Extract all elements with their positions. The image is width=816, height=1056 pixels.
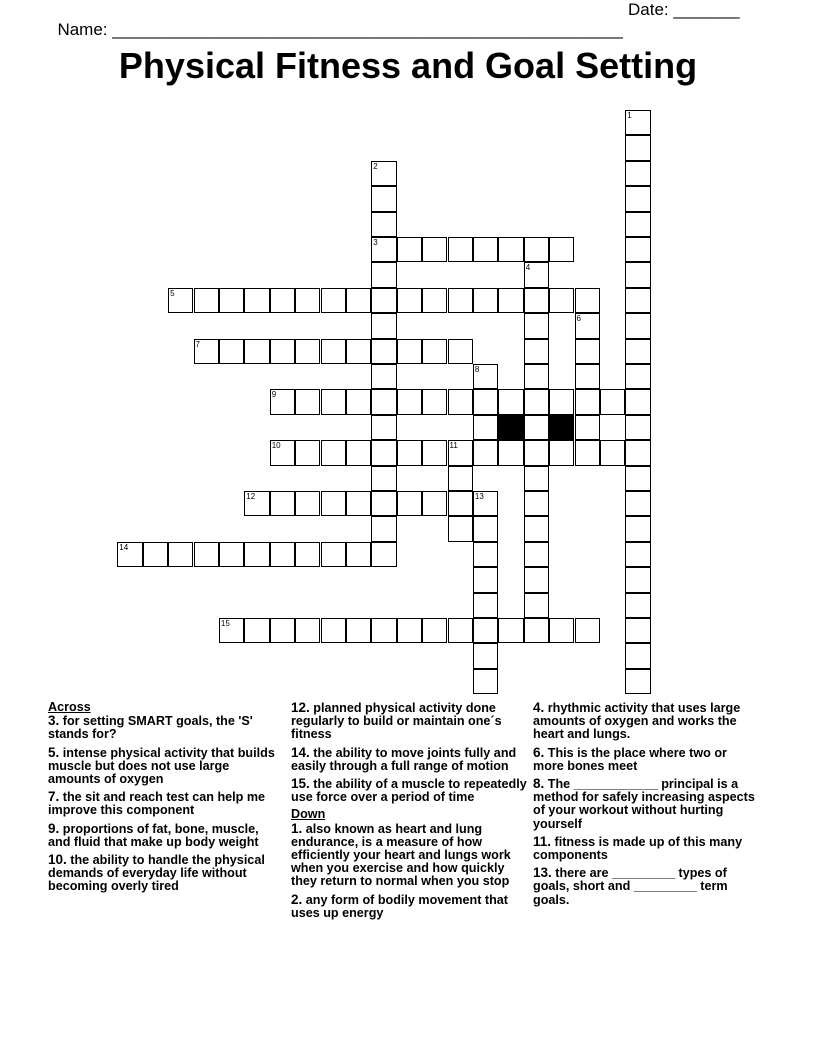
clue-item-text: This is the place where two or more bones meet (533, 745, 727, 773)
grid-cell[interactable] (600, 440, 625, 465)
grid-cell[interactable] (524, 364, 549, 389)
grid-cell[interactable] (625, 237, 650, 262)
clue-item-number: 4. (533, 700, 545, 715)
grid-cell[interactable] (270, 440, 295, 465)
grid-cell[interactable] (270, 491, 295, 516)
grid-cell[interactable] (371, 288, 396, 313)
grid-cell[interactable] (575, 440, 600, 465)
grid-cell[interactable] (473, 440, 498, 465)
grid-cell[interactable] (625, 440, 650, 465)
grid-cell[interactable] (295, 389, 320, 414)
grid-cell[interactable] (448, 618, 473, 643)
grid-cell[interactable] (371, 466, 396, 491)
grid-cell[interactable] (219, 288, 244, 313)
grid-cell[interactable] (473, 669, 498, 694)
grid-cell[interactable] (473, 567, 498, 592)
clue-item-number: 6. (533, 744, 545, 760)
grid-cell[interactable] (295, 542, 320, 567)
page-title: Physical Fitness and Goal Setting (118, 45, 698, 86)
grid-cell[interactable] (549, 389, 574, 414)
clue-item (48, 746, 284, 787)
grid-cell[interactable] (498, 389, 523, 414)
grid-cell[interactable] (524, 542, 549, 567)
grid-cell[interactable] (498, 237, 523, 262)
clue-item (533, 777, 755, 831)
clue-item-text: for setting SMART goals, the 'S' stands for? (48, 714, 253, 742)
grid-cell[interactable] (422, 618, 447, 643)
clue-item-number: 14. (291, 744, 310, 760)
clue-item (48, 714, 284, 741)
grid-cell[interactable] (473, 237, 498, 262)
grid-cell[interactable] (270, 339, 295, 364)
grid-cell[interactable] (473, 643, 498, 668)
grid-cell[interactable] (498, 618, 523, 643)
grid-cell[interactable] (397, 389, 422, 414)
grid-cell[interactable] (448, 491, 473, 516)
clue-item-number: 10. (48, 852, 67, 868)
grid-cell[interactable] (371, 364, 396, 389)
grid-cell[interactable] (473, 491, 498, 516)
clue-item-text: there are _________ types of goals, short and _________ term goals. (533, 866, 728, 907)
grid-cell[interactable] (270, 389, 295, 414)
name-field-label[interactable]: Name: ______________________________________________________ (57, 20, 623, 39)
grid-cell[interactable] (321, 618, 346, 643)
grid-cell[interactable] (625, 415, 650, 440)
grid-cell[interactable] (575, 415, 600, 440)
grid-cell[interactable] (524, 440, 549, 465)
clue-item-number: 5. (48, 744, 60, 760)
grid-cell[interactable] (371, 161, 396, 186)
grid-cell[interactable] (219, 542, 244, 567)
clue-item-text: the ability to move joints fully and easily through a full range of motion (291, 745, 517, 773)
clue-item (291, 822, 527, 889)
grid-cell[interactable] (600, 389, 625, 414)
grid-cell[interactable] (219, 339, 244, 364)
grid-cell[interactable] (371, 212, 396, 237)
clue-section-heading: Down (291, 807, 326, 822)
clue-number: 9 (271, 390, 277, 400)
clue-number: 10 (271, 441, 281, 451)
grid-cell[interactable] (575, 364, 600, 389)
clue-number: 11 (449, 441, 458, 451)
grid-cell[interactable] (448, 516, 473, 541)
clue-item-text: the ability of a muscle to repeatedly use force over a period of time (291, 777, 527, 805)
grid-cell[interactable] (295, 440, 320, 465)
grid-cell[interactable] (473, 618, 498, 643)
clue-item-number: 11. (533, 833, 552, 849)
grid-cell[interactable] (346, 440, 371, 465)
clue-item (291, 701, 527, 742)
grid-cell[interactable] (295, 618, 320, 643)
clue-section-heading: Across (48, 700, 91, 714)
grid-cell[interactable] (422, 237, 447, 262)
grid-cell[interactable] (625, 364, 650, 389)
grid-cell[interactable] (346, 288, 371, 313)
grid-cell[interactable] (625, 567, 650, 592)
grid-cell[interactable] (473, 288, 498, 313)
clue-number: 5 (170, 288, 175, 298)
grid-cell[interactable] (371, 237, 396, 262)
clue-item-text: proportions of fat, bone, muscle, and fluid that make up body weight (48, 821, 259, 849)
grid-cell[interactable] (625, 135, 650, 160)
clue-number: 12 (246, 492, 256, 501)
grid-cell[interactable] (321, 542, 346, 567)
grid-cell[interactable] (549, 618, 574, 643)
grid-cell[interactable] (448, 339, 473, 364)
grid-cell[interactable] (168, 542, 193, 567)
grid-cell[interactable] (625, 618, 650, 643)
clue-item-text: any form of bodily movement that uses up energy (291, 892, 508, 920)
clue-item (533, 746, 755, 773)
grid-cell[interactable] (524, 567, 549, 592)
grid-cell[interactable] (371, 389, 396, 414)
grid-cell[interactable] (625, 516, 650, 541)
grid-cell[interactable] (625, 669, 650, 694)
grid-cell[interactable] (371, 339, 396, 364)
grid-cell[interactable] (625, 466, 650, 491)
clue-item-number: 3. (48, 713, 60, 729)
grid-cell[interactable] (371, 542, 396, 567)
clue-item (533, 835, 755, 862)
grid-cell[interactable] (244, 618, 269, 643)
grid-cell[interactable] (524, 491, 549, 516)
blocked-cell (498, 415, 523, 440)
grid-cell[interactable] (625, 491, 650, 516)
grid-cell[interactable] (270, 618, 295, 643)
grid-cell[interactable] (625, 389, 650, 414)
grid-cell[interactable] (422, 339, 447, 364)
clue-item-text: intense physical activity that builds muscle but does not use large amounts of oxygen (48, 745, 275, 787)
clue-item-text: also known as heart and lung endurance, is a measure of how efficiently your heart and lungs work when you exercise and how quickly they return to normal when you stop (291, 821, 511, 889)
clue-number: 6 (576, 314, 581, 324)
grid-cell[interactable] (397, 288, 422, 313)
grid-cell[interactable] (625, 161, 650, 186)
grid-cell[interactable] (371, 440, 396, 465)
grid-cell[interactable] (524, 262, 549, 287)
clue-item-text: the ability to handle the physical demands of everyday life without becoming overly tired (48, 853, 265, 894)
clue-number: 15 (220, 619, 230, 628)
grid-cell[interactable] (346, 339, 371, 364)
grid-cell[interactable] (473, 389, 498, 414)
grid-cell[interactable] (473, 415, 498, 440)
clue-number: 7 (195, 339, 200, 349)
clue-item-number: 8. (533, 776, 545, 792)
grid-cell[interactable] (524, 466, 549, 491)
grid-cell[interactable] (549, 288, 574, 313)
clue-number: 13 (474, 492, 484, 501)
clue-item (48, 822, 284, 849)
grid-cell[interactable] (524, 593, 549, 618)
grid-cell[interactable] (498, 288, 523, 313)
grid-cell[interactable] (524, 415, 549, 440)
clue-column-3 (533, 701, 755, 911)
clue-item (291, 746, 527, 773)
grid-cell[interactable] (473, 542, 498, 567)
clue-item-text: the sit and reach test can help me improve this component (48, 790, 266, 818)
grid-cell[interactable] (219, 618, 244, 643)
grid-cell[interactable] (295, 339, 320, 364)
clue-item (291, 893, 527, 920)
grid-cell[interactable] (448, 466, 473, 491)
clue-item-number: 13. (533, 865, 552, 881)
grid-cell[interactable] (371, 313, 396, 338)
clue-item-number: 1. (291, 820, 303, 836)
grid-cell[interactable] (625, 339, 650, 364)
grid-cell[interactable] (575, 288, 600, 313)
grid-cell[interactable] (371, 186, 396, 211)
grid-cell[interactable] (194, 288, 219, 313)
grid-cell[interactable] (625, 313, 650, 338)
clue-item (291, 777, 527, 804)
grid-cell[interactable] (321, 288, 346, 313)
grid-cell[interactable] (625, 593, 650, 618)
grid-cell[interactable] (371, 262, 396, 287)
grid-cell[interactable] (625, 110, 650, 135)
clue-number: 3 (373, 238, 378, 247)
grid-cell[interactable] (346, 389, 371, 414)
grid-cell[interactable] (397, 491, 422, 516)
clue-item (533, 701, 755, 742)
grid-cell[interactable] (270, 542, 295, 567)
clue-item (533, 866, 755, 907)
grid-cell[interactable] (295, 491, 320, 516)
grid-cell[interactable] (575, 389, 600, 414)
grid-cell[interactable] (625, 212, 650, 237)
grid-cell[interactable] (549, 237, 574, 262)
grid-cell[interactable] (625, 186, 650, 211)
clue-item-number: 15. (291, 776, 310, 792)
grid-cell[interactable] (244, 491, 269, 516)
date-field-label[interactable]: Date: _______ (628, 0, 740, 19)
grid-cell[interactable] (524, 389, 549, 414)
grid-cell[interactable] (625, 288, 650, 313)
grid-cell[interactable] (346, 491, 371, 516)
clue-number: 8 (474, 365, 480, 374)
grid-cell[interactable] (346, 542, 371, 567)
grid-cell[interactable] (371, 415, 396, 440)
grid-cell[interactable] (270, 288, 295, 313)
clue-number: 14 (119, 542, 129, 552)
grid-cell[interactable] (473, 593, 498, 618)
grid-cell[interactable] (549, 440, 574, 465)
clue-item-text: rhythmic activity that uses large amounts of oxygen and works the heart and lungs. (533, 701, 741, 742)
grid-cell[interactable] (244, 288, 269, 313)
grid-cell[interactable] (371, 516, 396, 541)
grid-cell[interactable] (194, 339, 219, 364)
clue-item-text: The ____________ principal is a method for safely increasing aspects of your workout without hurting yourself (533, 777, 755, 831)
clue-column-2 (291, 701, 527, 924)
grid-cell[interactable] (524, 339, 549, 364)
grid-cell[interactable] (448, 288, 473, 313)
clue-item-number: 7. (48, 789, 60, 805)
grid-cell[interactable] (524, 288, 549, 313)
clue-item-text: planned physical activity done regularly to build or maintain one´s fitness (291, 701, 502, 742)
grid-cell[interactable] (524, 237, 549, 262)
grid-cell[interactable] (168, 288, 193, 313)
grid-cell[interactable] (448, 440, 473, 465)
grid-cell[interactable] (575, 618, 600, 643)
clue-number: 4 (525, 263, 531, 273)
grid-cell[interactable] (625, 643, 650, 668)
grid-cell[interactable] (371, 618, 396, 643)
grid-cell[interactable] (397, 440, 422, 465)
grid-cell[interactable] (244, 339, 269, 364)
grid-cell[interactable] (498, 440, 523, 465)
grid-cell[interactable] (448, 237, 473, 262)
grid-cell[interactable] (473, 364, 498, 389)
clue-item-number: 9. (48, 820, 60, 836)
grid-cell[interactable] (524, 313, 549, 338)
grid-cell[interactable] (397, 618, 422, 643)
grid-cell[interactable] (625, 262, 650, 287)
clue-number: 2 (373, 161, 378, 171)
grid-cell[interactable] (321, 389, 346, 414)
grid-cell[interactable] (473, 516, 498, 541)
grid-cell[interactable] (143, 542, 168, 567)
grid-cell[interactable] (422, 389, 447, 414)
grid-cell[interactable] (321, 491, 346, 516)
blocked-cell (549, 415, 574, 440)
grid-cell[interactable] (371, 491, 396, 516)
grid-cell[interactable] (422, 440, 447, 465)
clue-column-1 (48, 701, 284, 898)
grid-cell[interactable] (397, 339, 422, 364)
grid-cell[interactable] (397, 237, 422, 262)
grid-cell[interactable] (422, 491, 447, 516)
clue-item (48, 853, 284, 894)
clue-item-text: fitness is made up of this many components (533, 834, 743, 863)
grid-cell[interactable] (575, 339, 600, 364)
clue-item-number: 2. (291, 891, 303, 907)
grid-cell[interactable] (346, 618, 371, 643)
grid-cell[interactable] (117, 542, 142, 567)
grid-cell[interactable] (194, 542, 219, 567)
clue-item-number: 12. (291, 700, 310, 715)
grid-cell[interactable] (524, 516, 549, 541)
grid-cell[interactable] (321, 339, 346, 364)
grid-cell[interactable] (524, 618, 549, 643)
grid-cell[interactable] (422, 288, 447, 313)
grid-cell[interactable] (575, 313, 600, 338)
clue-number: 1 (627, 111, 632, 120)
grid-cell[interactable] (448, 389, 473, 414)
grid-cell[interactable] (295, 288, 320, 313)
grid-cell[interactable] (321, 440, 346, 465)
grid-cell[interactable] (625, 542, 650, 567)
clue-item (48, 790, 284, 817)
grid-cell[interactable] (244, 542, 269, 567)
